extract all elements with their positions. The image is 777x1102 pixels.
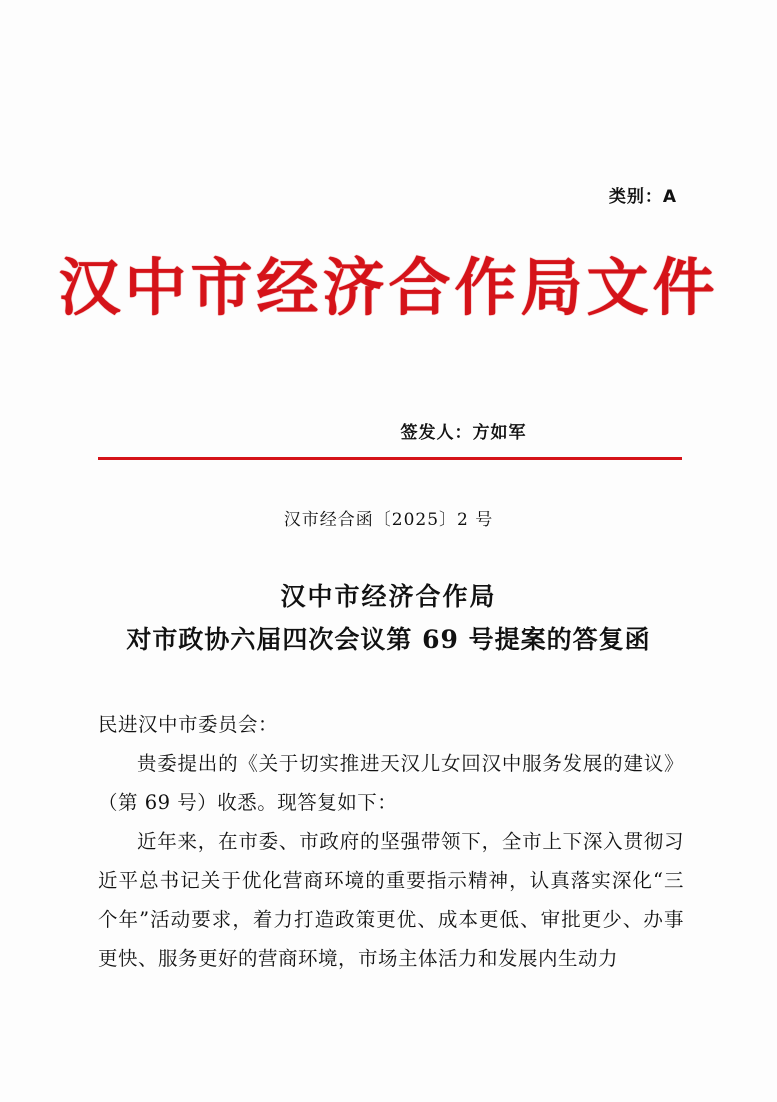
salutation: 民进汉中市委员会： <box>98 713 279 736</box>
document-number: 汉市经合函〔2025〕2 号 <box>283 510 494 530</box>
signer-row <box>0 418 777 443</box>
document-title-block <box>0 578 777 660</box>
title-issuer: 汉中市经济合作局 <box>280 582 497 611</box>
document-masthead-title: 汉中市经济合作局文件 <box>58 251 719 324</box>
red-separator-rule <box>98 457 682 460</box>
body-paragraph: 近年来，在市委、市政府的坚强带领下，全市上下深入贯彻习近平总书记关于优化营商环境的重要指示精神，认真落实深化“三个年”活动要求，着力打造政策更优、成本更低、审批更少、办事更快、服务更好的营商环境，市场主体活力和发展内生动力 <box>98 830 684 970</box>
title-subject: 对市政协六届四次会议第 69 号提案的答复函 <box>126 624 651 654</box>
document-body <box>98 705 684 978</box>
body-paragraph: 贵委提出的《关于切实推进天汉儿女回汉中服务发展的建议》（第 69 号）收悉。现答复如下： <box>98 752 684 814</box>
signer-label: 签发人：方如军 <box>400 423 527 443</box>
category-label: 类别：A <box>608 187 677 207</box>
